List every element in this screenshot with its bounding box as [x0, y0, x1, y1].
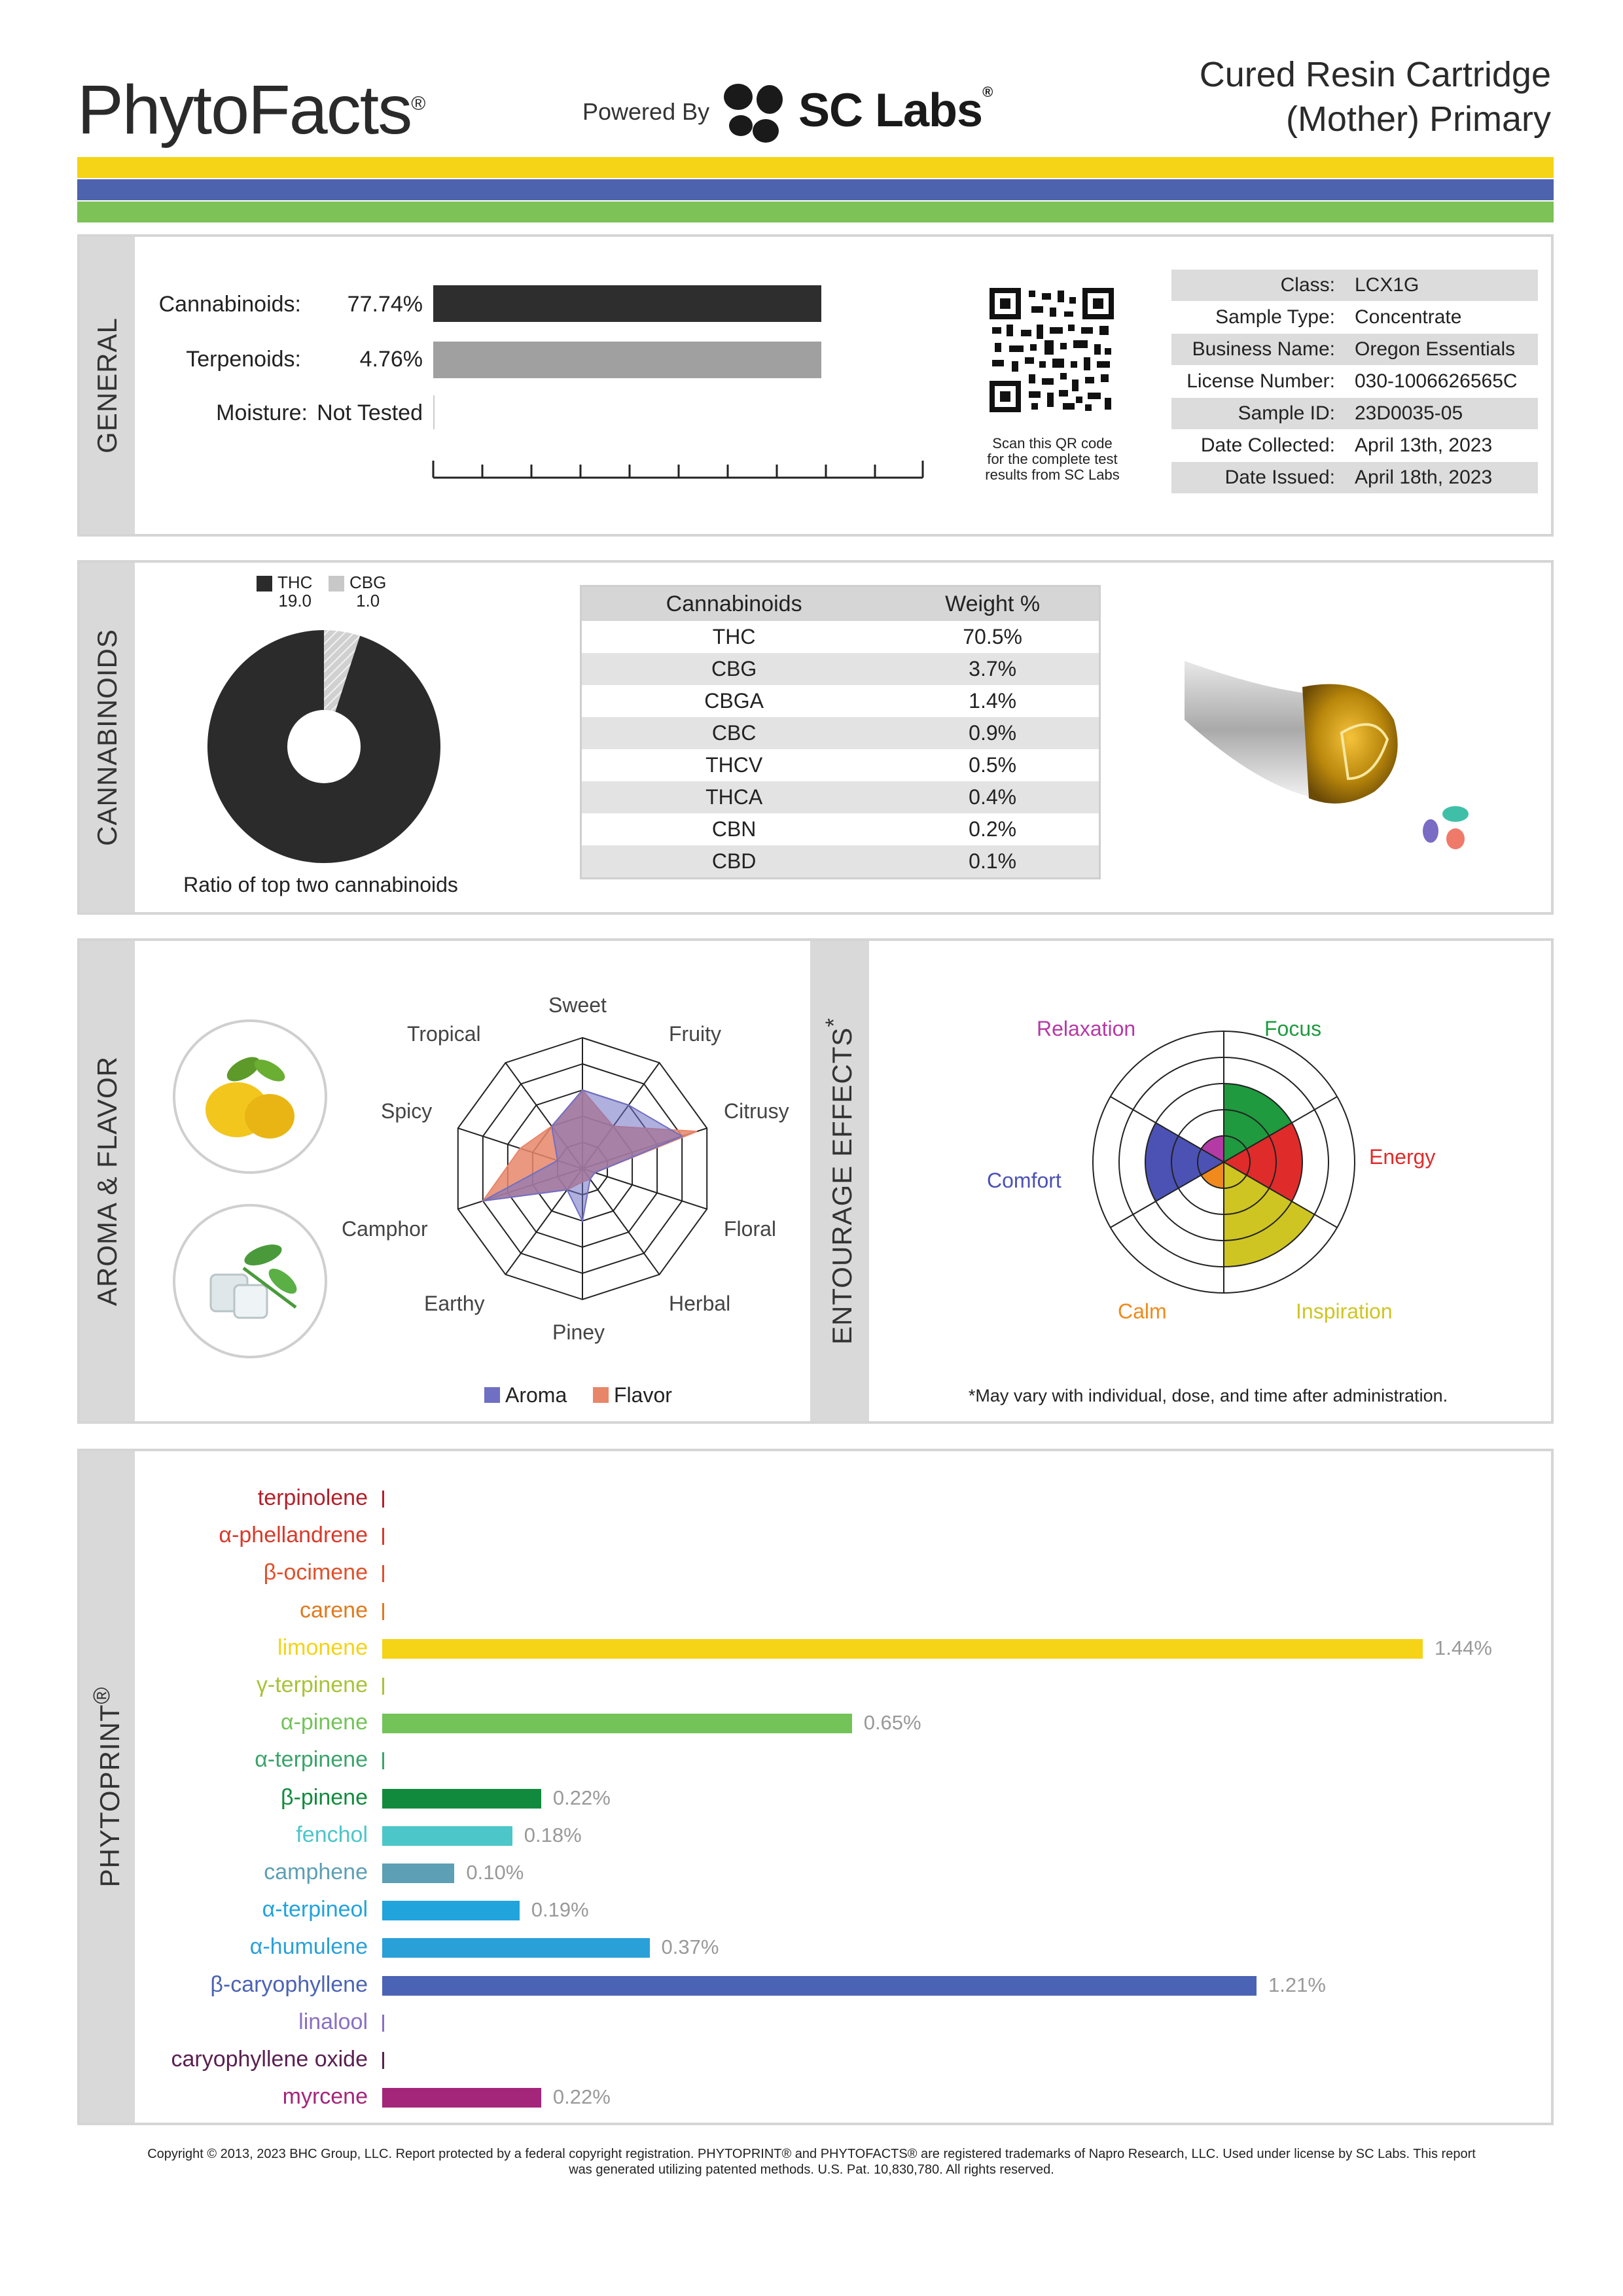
radar-label-earthy: Earthy: [424, 1292, 485, 1315]
terpene-label: camphene: [264, 1860, 368, 1884]
radar-label-tropical: Tropical: [407, 1022, 481, 1046]
cell-name: THCA: [581, 781, 887, 813]
terpene-value-label: 0.19%: [531, 1898, 589, 1922]
effect-label-focus: Focus: [1264, 1017, 1322, 1040]
legend-cbg-ratio: 1.0: [356, 591, 380, 610]
sc-labs-logo-icon: [719, 80, 788, 145]
qr-caption-line: results from SC Labs: [985, 467, 1120, 483]
green-stripe: [77, 202, 1554, 222]
terpene-bar: [382, 1603, 384, 1620]
legend-swatch-thc: [257, 576, 272, 592]
legend-aroma-swatch: [484, 1387, 500, 1403]
info-row-date-issued: [1171, 462, 1538, 493]
info-row-sample-id: [1171, 398, 1538, 429]
general-sidebar: [80, 237, 135, 534]
blue-stripe: [77, 179, 1554, 200]
terpene-value-label: 0.18%: [524, 1823, 582, 1846]
qr-caption: [962, 436, 1143, 483]
product-line-2: (Mother) Primary: [1285, 99, 1551, 139]
terpene-value-label: 0.22%: [552, 1786, 611, 1809]
legend-thc-ratio: 19.0: [278, 591, 312, 610]
terpene-bar: [382, 1714, 852, 1733]
aroma-polygon: [483, 1090, 682, 1221]
radar-label-fruity: Fruity: [669, 1022, 721, 1046]
info-value: Concentrate: [1355, 306, 1462, 328]
radar-label-camphor: Camphor: [342, 1217, 428, 1241]
cell-weight: 3.7%: [886, 653, 1099, 685]
info-key: Sample Type:: [1215, 306, 1335, 328]
terpene-label: caryophyllene oxide: [171, 2047, 368, 2072]
info-row-class: [1171, 270, 1538, 301]
cell-name: CBG: [581, 653, 887, 685]
info-row-sample-type: [1171, 302, 1538, 333]
table-row: [581, 845, 1100, 879]
terpene-label: carene: [300, 1597, 368, 1623]
header-weight: Weight %: [886, 586, 1099, 622]
table-row: [581, 717, 1100, 749]
terpene-label: γ-terpinene: [256, 1672, 368, 1697]
terpene-value-label: 0.22%: [552, 2085, 611, 2109]
info-key: Class:: [1280, 274, 1335, 296]
phytoprint-mark: ®: [89, 1686, 115, 1704]
ice-mint-icon: [171, 1203, 329, 1360]
cannabinoids-total-value: 77.74%: [347, 292, 423, 317]
terpene-label: myrcene: [282, 2084, 368, 2110]
effects-note: *May vary with individual, dose, and time after administration.: [968, 1386, 1448, 1405]
table-row: [581, 685, 1100, 717]
table-row: [581, 653, 1100, 685]
terpene-bar: [382, 1639, 1423, 1659]
legend-thc-name: THC: [277, 573, 313, 592]
terpene-bar: [382, 1565, 384, 1582]
ratio-caption: Ratio of top two cannabinoids: [183, 873, 458, 896]
yellow-stripe: [77, 157, 1554, 178]
terpenoids-total-value: 4.76%: [359, 347, 423, 372]
info-value: Oregon Essentials: [1355, 338, 1516, 360]
terpene-label: α-humulene: [249, 1934, 368, 1960]
legend-cbg: [349, 573, 386, 610]
info-key: Sample ID:: [1238, 402, 1335, 424]
header-cannabinoids: Cannabinoids: [581, 586, 887, 622]
cell-weight: 70.5%: [963, 625, 1022, 648]
phytoprint-section-label: [89, 1687, 126, 1888]
info-value: 23D0035-05: [1355, 402, 1463, 424]
terpenoids-bar: [433, 342, 821, 378]
table-row: [581, 621, 1100, 653]
terpene-bar: [382, 1752, 384, 1769]
effects-title: ENTOURAGE EFFECTS: [827, 1027, 857, 1345]
lab-name-text: SC Labs: [798, 84, 983, 137]
terpene-label: α-pinene: [280, 1710, 368, 1735]
terpene-value-label: 0.37%: [661, 1935, 719, 1959]
info-row-license-number: [1171, 366, 1538, 397]
copyright-footer: [85, 2146, 1538, 2178]
effect-sector-comfort: [1145, 1123, 1224, 1201]
terpene-bar: [382, 1863, 454, 1883]
aroma-section-label: AROMA & FLAVOR: [92, 1056, 122, 1306]
info-value: LCX1G: [1355, 274, 1419, 296]
moisture-bar: [433, 395, 435, 429]
radar-label-spicy: Spicy: [381, 1099, 433, 1123]
qr-caption-line: Scan this QR code: [992, 435, 1113, 451]
legend-aroma-label: Aroma: [505, 1383, 567, 1407]
terpene-bar: [382, 2088, 541, 2108]
radar-label-piney: Piney: [552, 1320, 605, 1344]
moisture-value: Not Tested: [317, 400, 423, 425]
general-section-label: GENERAL: [92, 317, 122, 453]
terpene-bar: [382, 1826, 512, 1846]
effect-label-energy: Energy: [1369, 1145, 1436, 1169]
terpene-bar: [382, 1528, 384, 1545]
terpene-label: terpinolene: [257, 1485, 368, 1510]
cell-name: CBD: [581, 845, 887, 879]
effect-label-comfort: Comfort: [987, 1169, 1061, 1192]
info-value: April 13th, 2023: [1355, 434, 1493, 456]
cannabinoids-section-label: CANNABINOIDS: [92, 629, 122, 846]
legend-flavor-swatch: [593, 1387, 609, 1403]
legend-flavor-label: Flavor: [614, 1383, 672, 1407]
info-key: License Number:: [1186, 370, 1335, 392]
terpene-label: linalool: [298, 2009, 368, 2034]
qr-code[interactable]: [990, 288, 1114, 412]
cannabinoids-sidebar: [80, 563, 135, 912]
phytoprint-sidebar: [80, 1451, 135, 2123]
lab-mark: ®: [982, 84, 993, 100]
terpene-label: β-ocimene: [263, 1560, 368, 1585]
cannabinoid-table-header: [581, 586, 1100, 622]
table-row: [581, 813, 1100, 845]
cell-weight: 0.5%: [969, 753, 1017, 777]
lemon-icon: [171, 1018, 329, 1175]
terpene-value-label: 0.65%: [863, 1711, 921, 1735]
terpene-bar: [382, 1678, 384, 1695]
product-line-1: Cured Resin Cartridge: [1199, 55, 1551, 94]
terpene-value-label: 0.10%: [466, 1861, 524, 1884]
cell-weight: 0.4%: [886, 781, 1099, 813]
phytoprint-title: PHYTOPRINT: [94, 1704, 125, 1888]
cannabinoid-ratio-donut: [203, 626, 445, 868]
info-row-business-name: [1171, 334, 1538, 365]
powered-by-label: Powered By: [582, 98, 710, 125]
cell-weight: 0.2%: [969, 817, 1017, 841]
radar-label-herbal: Herbal: [669, 1292, 731, 1315]
terpene-value-label: 1.44%: [1435, 1636, 1492, 1659]
terpene-bar: [382, 1976, 1257, 1996]
cell-weight: 0.9%: [886, 717, 1099, 749]
terpene-bar: [382, 1491, 384, 1508]
cannabinoids-bar: [433, 285, 821, 322]
legend-thc: [277, 573, 312, 610]
effect-label-calm: Calm: [1118, 1299, 1167, 1323]
radar-axis-line: [582, 1169, 660, 1275]
terpene-label: α-phellandrene: [219, 1523, 368, 1548]
effects-sidebar: [810, 941, 869, 1421]
terpene-label: fenchol: [296, 1822, 368, 1847]
terpene-label: β-pinene: [281, 1784, 368, 1810]
cannabinoid-table: [580, 585, 1101, 879]
terpene-bar: [382, 1901, 520, 1920]
aroma-flavor-radar: [432, 1018, 733, 1319]
radar-label-sweet: Sweet: [548, 993, 607, 1017]
product-title: [1200, 52, 1551, 141]
info-value: 030-1006626565C: [1355, 370, 1518, 392]
radar-axis-line: [582, 1169, 707, 1209]
terpene-label: α-terpineol: [262, 1897, 368, 1922]
cell-weight: 1.4%: [969, 689, 1017, 713]
copyright-line-1: Copyright © 2013, 2023 BHC Group, LLC. Report protected by a federal copyright registration. PHYTOPRINT® and PHYTOFACTS® are registered trademarks of Napro Research, LLC. Used under license by SC Labs. This report: [147, 2147, 1476, 2161]
qr-caption-line: for the complete test: [987, 451, 1118, 467]
effects-asterisk: *: [821, 1017, 847, 1027]
cell-name: CBC: [581, 717, 887, 749]
table-row: [581, 749, 1100, 781]
brand-mark: ®: [411, 93, 425, 115]
brand-name: PhytoFacts: [77, 71, 412, 149]
cell-name: CBN: [711, 817, 757, 841]
effect-label-relaxation: Relaxation: [1037, 1017, 1136, 1040]
effects-section-label: [821, 1017, 858, 1345]
info-key: Date Collected:: [1200, 434, 1335, 456]
legend-cbg-name: CBG: [349, 573, 387, 592]
terpene-bar: [382, 2015, 384, 2032]
info-row-date-collected: [1171, 430, 1538, 461]
terpene-value-label: 1.21%: [1268, 1973, 1326, 1996]
general-scale-axis: [429, 454, 927, 483]
terpene-bar: [382, 1938, 650, 1958]
product-photo: [1178, 648, 1414, 831]
lab-name: [798, 84, 992, 137]
info-key: Business Name:: [1192, 338, 1335, 360]
terpene-bar: [382, 1789, 541, 1809]
radar-label-floral: Floral: [724, 1217, 777, 1241]
terpenoids-total-label: Terpenoids:: [186, 347, 301, 372]
cell-name: THC: [712, 625, 756, 648]
copyright-line-2: was generated utilizing patented methods. U.S. Pat. 10,830,780. All rights reserved.: [569, 2163, 1054, 2177]
table-row: [581, 781, 1100, 813]
entourage-effects-chart: [1086, 1025, 1361, 1299]
aroma-sidebar: [80, 941, 135, 1421]
info-value: April 18th, 2023: [1355, 467, 1493, 488]
effect-label-inspiration: Inspiration: [1296, 1299, 1393, 1323]
cell-name: THCV: [705, 753, 763, 777]
moisture-label: Moisture:: [216, 400, 308, 425]
terpene-bar: [382, 2052, 384, 2069]
info-key: Date Issued:: [1224, 467, 1335, 488]
radar-label-citrusy: Citrusy: [724, 1099, 789, 1123]
terpene-label: α-terpinene: [255, 1747, 368, 1773]
sc-labs-mark-icon: [1421, 802, 1474, 855]
phytofacts-logo: [77, 71, 424, 150]
legend-swatch-cbg: [329, 576, 344, 592]
terpene-label: limonene: [277, 1634, 368, 1660]
cell-name: CBGA: [704, 689, 764, 713]
cell-weight: 0.1%: [886, 845, 1099, 879]
cannabinoids-total-label: Cannabinoids:: [158, 292, 301, 317]
terpene-label: β-caryophyllene: [210, 1971, 368, 1997]
